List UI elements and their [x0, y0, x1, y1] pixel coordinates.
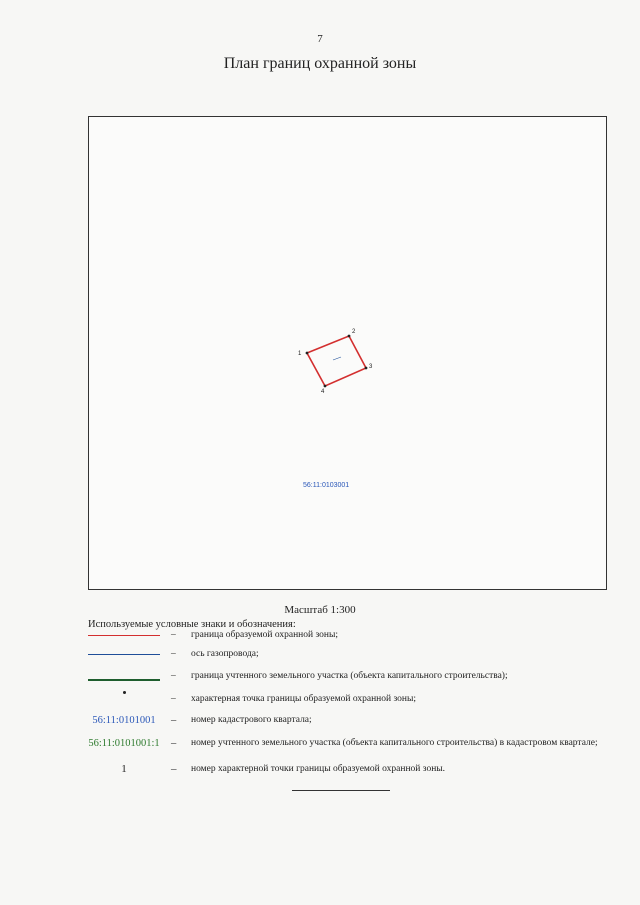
point-label-4: 4	[321, 389, 325, 395]
page-number: 7	[317, 33, 323, 45]
legend-dash: –	[171, 715, 177, 726]
legend-item-text: номер учтенного земельного участка (объекта капитального строительства) в кадастровом квартале;	[191, 738, 598, 748]
blue-line-symbol	[88, 654, 160, 655]
point-label-2: 2	[352, 329, 356, 335]
legend-item-text: граница образуемой охранной зоны;	[191, 630, 339, 640]
boundary-point-1	[306, 352, 309, 355]
bottom-rule	[292, 790, 390, 791]
legend-item	[82, 668, 622, 691]
legend-item-text: номер характерной точки границы образуемой охранной зоны.	[191, 764, 446, 774]
legend-dash: –	[171, 671, 176, 681]
point-number-symbol: 1	[121, 763, 127, 775]
legend-dash: –	[171, 630, 176, 640]
legend-title: Используемые условные знаки и обозначения:	[88, 619, 296, 630]
legend-item	[82, 691, 622, 713]
gas-pipeline-axis	[333, 357, 341, 360]
legend-item	[82, 646, 622, 668]
quarter-number-symbol: 56:11:0101001	[92, 715, 156, 726]
legend-item-text: ось газопровода;	[191, 649, 259, 659]
map-frame	[88, 116, 607, 590]
boundary-point-4	[324, 385, 327, 388]
legend-dash: –	[171, 763, 177, 775]
legend-dash: –	[171, 694, 176, 704]
legend-item-text: номер кадастрового квартала;	[191, 715, 312, 725]
legend-item	[82, 713, 622, 736]
legend-item	[82, 764, 622, 780]
boundary-point-3	[365, 367, 368, 370]
legend-item-text: характерная точка границы образуемой охранной зоны;	[191, 694, 417, 704]
parcel-number-symbol: 56:11:0101001:1	[88, 738, 160, 749]
legend-dash: –	[171, 649, 176, 659]
legend-item	[82, 630, 622, 646]
legend	[82, 630, 622, 780]
point-label-3: 3	[369, 364, 373, 370]
legend-dash: –	[171, 738, 177, 749]
green-line-symbol	[88, 679, 160, 681]
point-label-1: 1	[298, 351, 302, 357]
boundary-map	[89, 117, 608, 591]
red-line-symbol	[88, 635, 160, 636]
legend-item-text: граница учтенного земельного участка (объекта капитального строительства);	[191, 671, 508, 681]
boundary-point-2	[348, 335, 351, 338]
map-scale: Масштаб 1:300	[284, 604, 356, 616]
cadastral-quarter-label: 56:11:0103001	[303, 482, 350, 489]
point-symbol	[123, 691, 126, 694]
protection-zone-boundary	[307, 336, 366, 386]
page-title: План границ охранной зоны	[223, 55, 417, 72]
legend-item	[82, 736, 622, 764]
